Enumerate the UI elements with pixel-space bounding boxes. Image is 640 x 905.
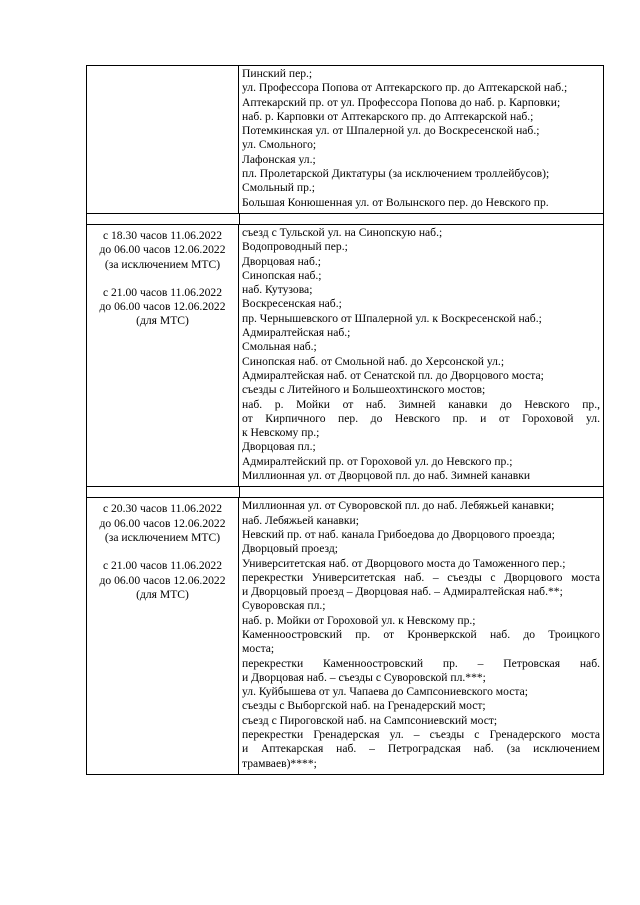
- time-text: (за исключением МТС): [104, 530, 221, 544]
- streets-cell: [239, 66, 603, 213]
- time-cell: [87, 225, 239, 486]
- street-line: Дворцовый проезд;: [242, 542, 338, 556]
- street-line: Адмиралтейская наб.;: [242, 326, 351, 340]
- street-line: ул. Профессора Попова от Аптекарского пр. до Аптекарской наб.;: [242, 81, 568, 95]
- street-line: Пинский пер.;: [242, 67, 313, 80]
- time-text: (для МТС): [136, 587, 189, 601]
- table-row: [86, 497, 604, 775]
- street-line: и Аптекарская наб. – Петроградская наб. (за исключением: [242, 742, 600, 756]
- row-gap: [86, 213, 604, 224]
- time-text: с 18.30 часов 11.06.2022: [102, 228, 223, 242]
- time-text: с 21.00 часов 11.06.2022: [102, 559, 223, 573]
- street-line: Большая Конюшенная ул. от Волынского пер. до Невского пр.: [242, 195, 549, 209]
- street-line: съезд с Пироговской наб. на Сампсониевский мост;: [242, 713, 498, 727]
- time-text: до 06.00 часов 12.06.2022: [99, 243, 226, 257]
- street-line: ул. Куйбышева от ул. Чапаева до Сампсониевского моста;: [242, 685, 528, 699]
- street-line: перекрестки Университетская наб. – съезды с Дворцового моста: [242, 570, 600, 584]
- street-line: Невский пр. от наб. канала Грибоедова до Дворцового проезда;: [242, 527, 555, 541]
- street-line: съезды с Выборгской наб. на Гренадерский мост;: [242, 699, 486, 713]
- street-line: наб. Кутузова;: [242, 283, 313, 297]
- street-line: Адмиралтейская наб. от Сенатской пл. до Дворцового моста;: [242, 368, 544, 382]
- street-line: к Невскому пр.;: [242, 426, 320, 440]
- street-line: Адмиралтейский пр. от Гороховой ул. до Невского пр.;: [242, 454, 513, 468]
- time-cell: [87, 498, 239, 774]
- street-line: Дворцовая пл.;: [242, 440, 316, 454]
- row-gap: [86, 486, 604, 497]
- street-line: Синопская наб.;: [242, 268, 322, 282]
- street-line: наб. р. Карповки от Аптекарского пр. до Аптекарской наб.;: [242, 109, 534, 123]
- street-line: наб. Лебяжьей канавки;: [242, 513, 359, 527]
- street-line: Аптекарский пр. от ул. Профессора Попова до наб. р. Карповки;: [242, 95, 561, 109]
- time-text: до 06.00 часов 12.06.2022: [99, 573, 226, 587]
- table-row: [86, 65, 604, 213]
- street-line: наб. р. Мойки от наб. Зимней канавки до Невского пр.,: [242, 397, 600, 411]
- street-line: Суворовская пл.;: [242, 599, 326, 613]
- time-text: до 06.00 часов 12.06.2022: [99, 300, 226, 314]
- restrictions-table: [86, 65, 604, 775]
- street-line: Университетская наб. от Дворцового моста до Таможенного пер.;: [242, 556, 566, 570]
- street-line: пл. Пролетарской Диктатуры (за исключением троллейбусов);: [242, 167, 550, 181]
- street-line: моста;: [242, 642, 275, 656]
- street-line: Смольная наб.;: [242, 340, 317, 354]
- street-line: Каменноостровский пр. от Кронверкской наб. до Троицкого: [242, 627, 600, 641]
- street-line: Миллионная ул. от Дворцовой пл. до наб. Зимней канавки: [242, 469, 531, 483]
- street-line: Воскресенская наб.;: [242, 297, 342, 311]
- time-text: с 20.30 часов 11.06.2022: [102, 502, 223, 516]
- time-text: (для МТС): [136, 314, 189, 328]
- street-line: перекрестки Каменноостровский пр. – Петровская наб.: [242, 656, 600, 670]
- street-line: наб. р. Мойки от Гороховой ул. к Невскому пр.;: [242, 613, 476, 627]
- street-line: Лафонская ул.;: [242, 152, 316, 166]
- street-line: от Кирпичного пер. до Невского пр. и от Гороховой ул.: [242, 411, 600, 425]
- time-cell: [87, 66, 239, 213]
- street-line: и Дворцовый проезд – Дворцовая наб. – Адмиралтейская наб.**;: [242, 585, 563, 599]
- table-row: [86, 224, 604, 486]
- streets-cell: [239, 225, 603, 486]
- time-text: до 06.00 часов 12.06.2022: [99, 516, 226, 530]
- street-line: трамваев)****;: [242, 756, 317, 770]
- street-line: ул. Смольного;: [242, 138, 317, 152]
- street-line: и Дворцовая наб. – съезды с Суворовской пл.***;: [242, 670, 486, 684]
- street-line: Дворцовая наб.;: [242, 254, 321, 268]
- street-line: Потемкинская ул. от Шпалерной ул. до Воскресенской наб.;: [242, 124, 540, 138]
- street-line: пр. Чернышевского от Шпалерной ул. к Воскресенской наб.;: [242, 311, 542, 325]
- street-line: перекрестки Гренадерская ул. – съезды с Гренадерского моста: [242, 728, 600, 742]
- street-line: съезд с Тульской ул. на Синопскую наб.;: [242, 225, 443, 239]
- street-line: съезды с Литейного и Большеохтинского мостов;: [242, 383, 486, 397]
- time-text: (за исключением МТС): [104, 257, 221, 271]
- street-line: Смольный пр.;: [242, 181, 316, 195]
- street-line: Водопроводный пер.;: [242, 240, 348, 254]
- street-line: Синопская наб. от Смольной наб. до Херсонской ул.;: [242, 354, 505, 368]
- time-text: с 21.00 часов 11.06.2022: [102, 285, 223, 299]
- street-line: Миллионная ул. от Суворовской пл. до наб. Лебяжьей канавки;: [242, 499, 555, 513]
- streets-cell: [239, 498, 603, 774]
